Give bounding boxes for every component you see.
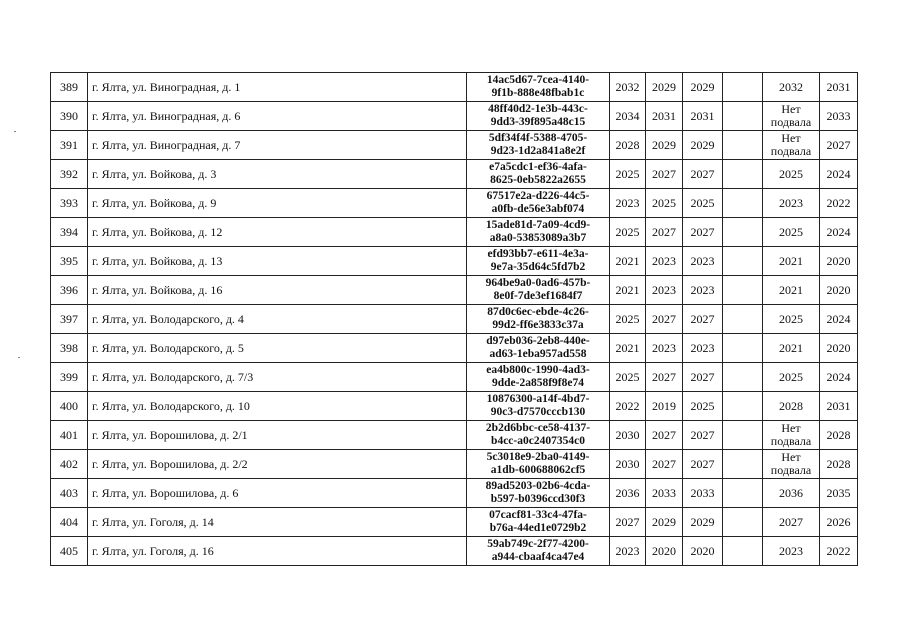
- empty-cell: [723, 247, 763, 276]
- building-address: г. Ялта, ул. Гоголя, д. 14: [88, 508, 467, 537]
- year-col-1: 2027: [610, 508, 646, 537]
- year-col-5: 2027: [820, 131, 858, 160]
- year-col-4: [763, 73, 820, 102]
- row-number: 394: [51, 218, 88, 247]
- row-number: 401: [51, 421, 88, 450]
- year-col-5: 2024: [820, 305, 858, 334]
- year-col-2: 2029: [646, 508, 683, 537]
- no-basement-line-1: Нет: [781, 102, 801, 116]
- building-guid: [467, 363, 610, 392]
- building-address: г. Ялта, ул. Ворошилова, д. 2/1: [88, 421, 467, 450]
- year-col-5: 2024: [820, 160, 858, 189]
- year-col-5: 2020: [820, 334, 858, 363]
- year-col-4: [763, 189, 820, 218]
- year-col-4-value: 2023: [779, 195, 803, 210]
- table-row: [51, 131, 858, 160]
- year-col-4-value: 2023: [779, 543, 803, 558]
- building-guid: [467, 305, 610, 334]
- row-number: 402: [51, 450, 88, 479]
- year-col-2: 2019: [646, 392, 683, 421]
- year-col-1: 2034: [610, 102, 646, 131]
- year-col-3: 2027: [683, 363, 723, 392]
- empty-cell: [723, 131, 763, 160]
- year-col-5: 2028: [820, 450, 858, 479]
- year-col-2: 2031: [646, 102, 683, 131]
- year-col-4-value: 2036: [779, 485, 803, 500]
- row-number: 389: [51, 73, 88, 102]
- year-col-5: 2026: [820, 508, 858, 537]
- year-col-2: 2027: [646, 421, 683, 450]
- no-basement-line-2: подвала: [770, 144, 812, 158]
- row-number: 400: [51, 392, 88, 421]
- building-address: г. Ялта, ул. Виноградная, д. 7: [88, 131, 467, 160]
- row-number: 396: [51, 276, 88, 305]
- guid-line-1: 07cacf81-33c4-47fa-: [489, 509, 587, 521]
- year-col-1: 2036: [610, 479, 646, 508]
- row-number: 397: [51, 305, 88, 334]
- building-guid: [467, 73, 610, 102]
- year-col-1: 2022: [610, 392, 646, 421]
- no-basement-line-1: Нет: [781, 450, 801, 464]
- year-col-2: 2033: [646, 479, 683, 508]
- year-col-4: [763, 479, 820, 508]
- table-row: [51, 392, 858, 421]
- empty-cell: [723, 334, 763, 363]
- empty-cell: [723, 73, 763, 102]
- row-number: 391: [51, 131, 88, 160]
- empty-cell: [723, 276, 763, 305]
- year-col-3: 2029: [683, 508, 723, 537]
- year-col-2: 2027: [646, 363, 683, 392]
- year-col-1: 2023: [610, 189, 646, 218]
- year-col-2: 2029: [646, 131, 683, 160]
- year-col-1: 2021: [610, 334, 646, 363]
- guid-line-1: 5df34f4f-5388-4705-: [488, 132, 588, 144]
- no-basement-line-2: подвала: [770, 115, 812, 129]
- year-col-3: 2033: [683, 479, 723, 508]
- building-address: г. Ялта, ул. Виноградная, д. 1: [88, 73, 467, 102]
- year-col-4-value: 2021: [779, 340, 803, 355]
- year-col-4-value: 2028: [779, 398, 803, 413]
- year-col-5: 2028: [820, 421, 858, 450]
- year-col-3: 2020: [683, 537, 723, 566]
- scan-speck: [18, 357, 20, 358]
- row-number: 393: [51, 189, 88, 218]
- building-address: г. Ялта, ул. Ворошилова, д. 2/2: [88, 450, 467, 479]
- year-col-4-value: 2021: [779, 282, 803, 297]
- empty-cell: [723, 508, 763, 537]
- guid-line-1: 5c3018e9-2ba0-4149-: [486, 451, 590, 463]
- year-col-4: [763, 450, 820, 479]
- building-address: г. Ялта, ул. Ворошилова, д. 6: [88, 479, 467, 508]
- document-page: [50, 72, 858, 566]
- empty-cell: [723, 160, 763, 189]
- building-address: г. Ялта, ул. Володарского, д. 5: [88, 334, 467, 363]
- building-guid: [467, 102, 610, 131]
- building-address: г. Ялта, ул. Володарского, д. 4: [88, 305, 467, 334]
- no-basement-line-2: подвала: [770, 463, 812, 477]
- guid-line-2: 9f1b-888e48fbab1c: [491, 87, 585, 99]
- guid-line-2: 99d2-ff6e3833c37a: [492, 319, 584, 331]
- year-col-5: 2024: [820, 218, 858, 247]
- guid-line-1: efd93bb7-e611-4e3a-: [487, 248, 589, 260]
- year-col-2: 2027: [646, 305, 683, 334]
- table-row: [51, 218, 858, 247]
- year-col-5: 2035: [820, 479, 858, 508]
- scan-speck: [14, 131, 16, 132]
- year-col-3: 2027: [683, 160, 723, 189]
- year-col-3: 2031: [683, 102, 723, 131]
- year-col-4: [763, 392, 820, 421]
- building-address: г. Ялта, ул. Войкова, д. 13: [88, 247, 467, 276]
- year-col-3: 2029: [683, 73, 723, 102]
- year-col-2: 2025: [646, 189, 683, 218]
- guid-line-2: a1db-600688062cf5: [490, 464, 586, 476]
- no-basement-line-1: Нет: [781, 131, 801, 145]
- year-col-4: [763, 334, 820, 363]
- year-col-4: [763, 276, 820, 305]
- year-col-4-value: 2025: [779, 224, 803, 239]
- year-col-5: 2020: [820, 247, 858, 276]
- year-col-5: 2031: [820, 73, 858, 102]
- year-col-3: 2027: [683, 218, 723, 247]
- guid-line-2: a944-cbaaf4ca47e4: [491, 551, 585, 563]
- building-guid: [467, 218, 610, 247]
- empty-cell: [723, 479, 763, 508]
- year-col-2: 2027: [646, 218, 683, 247]
- guid-line-2: b4cc-a0c2407354c0: [491, 435, 585, 447]
- year-col-4-value: 2032: [779, 79, 803, 94]
- guid-line-2: 9dd3-39f895a48c15: [490, 116, 586, 128]
- building-address: г. Ялта, ул. Володарского, д. 7/3: [88, 363, 467, 392]
- year-col-5: 2022: [820, 537, 858, 566]
- guid-line-2: a8a0-53853089a3b7: [489, 232, 587, 244]
- building-address: г. Ялта, ул. Войкова, д. 3: [88, 160, 467, 189]
- table-row: [51, 363, 858, 392]
- building-guid: [467, 247, 610, 276]
- year-col-3: 2025: [683, 392, 723, 421]
- year-col-1: 2021: [610, 276, 646, 305]
- guid-line-1: 67517e2a-d226-44c5-: [486, 190, 590, 202]
- year-col-4: [763, 218, 820, 247]
- row-number: 395: [51, 247, 88, 276]
- building-guid: [467, 508, 610, 537]
- empty-cell: [723, 305, 763, 334]
- empty-cell: [723, 392, 763, 421]
- row-number: 390: [51, 102, 88, 131]
- year-col-4-value: 2027: [779, 514, 803, 529]
- year-col-1: 2021: [610, 247, 646, 276]
- table-row: [51, 450, 858, 479]
- year-col-4-value: 2025: [779, 311, 803, 326]
- guid-line-1: e7a5cdc1-ef36-4afa-: [489, 161, 587, 173]
- year-col-1: 2025: [610, 363, 646, 392]
- table-row: [51, 305, 858, 334]
- year-col-4: [763, 537, 820, 566]
- guid-line-1: 15ade81d-7a09-4cd9-: [485, 219, 591, 231]
- year-col-1: 2025: [610, 160, 646, 189]
- year-col-4-value: 2025: [779, 369, 803, 384]
- building-address: г. Ялта, ул. Войкова, д. 12: [88, 218, 467, 247]
- guid-line-2: 9e7a-35d64c5fd7b2: [490, 261, 586, 273]
- year-col-4-value: 2021: [779, 253, 803, 268]
- year-col-5: 2024: [820, 363, 858, 392]
- year-col-1: 2032: [610, 73, 646, 102]
- year-col-1: 2023: [610, 537, 646, 566]
- year-col-1: 2030: [610, 421, 646, 450]
- table-row: [51, 421, 858, 450]
- year-col-1: 2025: [610, 218, 646, 247]
- empty-cell: [723, 450, 763, 479]
- building-guid: [467, 392, 610, 421]
- building-guid: [467, 450, 610, 479]
- year-col-5: 2031: [820, 392, 858, 421]
- guid-line-2: 9dde-2a858f9f8e74: [492, 377, 584, 389]
- year-col-4-value: 2025: [779, 166, 803, 181]
- table-body: [51, 73, 858, 566]
- guid-line-1: 10876300-a14f-4bd7-: [486, 393, 590, 405]
- guid-line-1: 87d0c6ec-ebde-4c26-: [487, 306, 589, 318]
- building-guid: [467, 160, 610, 189]
- year-col-2: 2023: [646, 334, 683, 363]
- no-basement-line-2: подвала: [770, 434, 812, 448]
- guid-line-1: d97eb036-2eb8-440e-: [486, 335, 590, 347]
- table-row: [51, 537, 858, 566]
- guid-line-1: 964be9a0-0ad6-457b-: [485, 277, 591, 289]
- guid-line-1: 14ac5d67-7cea-4140-: [486, 74, 590, 86]
- year-col-3: 2023: [683, 334, 723, 363]
- year-col-4: [763, 247, 820, 276]
- table-row: [51, 160, 858, 189]
- year-col-1: 2025: [610, 305, 646, 334]
- table-row: [51, 189, 858, 218]
- year-col-4: [763, 160, 820, 189]
- year-col-3: 2023: [683, 247, 723, 276]
- building-guid: [467, 276, 610, 305]
- year-col-3: 2029: [683, 131, 723, 160]
- guid-line-2: 9d23-1d2a841a8e2f: [490, 145, 586, 157]
- table-row: [51, 73, 858, 102]
- building-address: г. Ялта, ул. Войкова, д. 16: [88, 276, 467, 305]
- guid-line-1: 48ff40d2-1e3b-443c-: [488, 103, 588, 115]
- year-col-1: 2030: [610, 450, 646, 479]
- table-row: [51, 479, 858, 508]
- year-col-3: 2027: [683, 421, 723, 450]
- row-number: 398: [51, 334, 88, 363]
- housing-schedule-table: [50, 72, 858, 566]
- table-row: [51, 508, 858, 537]
- guid-line-2: a0fb-de56e3abf074: [491, 203, 585, 215]
- year-col-4: [763, 508, 820, 537]
- year-col-5: 2022: [820, 189, 858, 218]
- year-col-4: [763, 363, 820, 392]
- table-row: [51, 247, 858, 276]
- table-row: [51, 276, 858, 305]
- year-col-4: [763, 131, 820, 160]
- year-col-5: 2020: [820, 276, 858, 305]
- empty-cell: [723, 218, 763, 247]
- building-address: г. Ялта, ул. Гоголя, д. 16: [88, 537, 467, 566]
- guid-line-1: 2b2d6bbc-ce58-4137-: [485, 422, 591, 434]
- guid-line-1: 89ad5203-02b6-4cda-: [485, 480, 591, 492]
- guid-line-2: b76a-44ed1e0729b2: [489, 522, 587, 534]
- guid-line-2: 90c3-d7570cccb130: [490, 406, 586, 418]
- table-row: [51, 102, 858, 131]
- row-number: 392: [51, 160, 88, 189]
- year-col-1: 2028: [610, 131, 646, 160]
- row-number: 399: [51, 363, 88, 392]
- guid-line-2: ad63-1eba957ad558: [489, 348, 587, 360]
- row-number: 403: [51, 479, 88, 508]
- year-col-2: 2023: [646, 247, 683, 276]
- building-address: г. Ялта, ул. Виноградная, д. 6: [88, 102, 467, 131]
- empty-cell: [723, 189, 763, 218]
- guid-line-2: 8625-0eb5822a2655: [490, 174, 586, 186]
- year-col-4: [763, 421, 820, 450]
- empty-cell: [723, 363, 763, 392]
- year-col-2: 2023: [646, 276, 683, 305]
- building-guid: [467, 334, 610, 363]
- row-number: 405: [51, 537, 88, 566]
- guid-line-2: b597-b0396ccd30f3: [490, 493, 586, 505]
- year-col-4: [763, 305, 820, 334]
- empty-cell: [723, 102, 763, 131]
- year-col-2: 2029: [646, 73, 683, 102]
- table-row: [51, 334, 858, 363]
- row-number: 404: [51, 508, 88, 537]
- year-col-3: 2023: [683, 276, 723, 305]
- building-address: г. Ялта, ул. Володарского, д. 10: [88, 392, 467, 421]
- guid-line-1: ea4b800c-1990-4ad3-: [486, 364, 590, 376]
- year-col-3: 2027: [683, 450, 723, 479]
- building-guid: [467, 131, 610, 160]
- empty-cell: [723, 421, 763, 450]
- no-basement-line-1: Нет: [781, 421, 801, 435]
- building-guid: [467, 479, 610, 508]
- year-col-2: 2027: [646, 450, 683, 479]
- year-col-2: 2027: [646, 160, 683, 189]
- year-col-5: 2033: [820, 102, 858, 131]
- guid-line-2: 8e0f-7de3ef1684f7: [493, 290, 583, 302]
- year-col-3: 2027: [683, 305, 723, 334]
- year-col-4: [763, 102, 820, 131]
- building-guid: [467, 189, 610, 218]
- building-address: г. Ялта, ул. Войкова, д. 9: [88, 189, 467, 218]
- empty-cell: [723, 537, 763, 566]
- guid-line-1: 59ab749c-2f77-4200-: [487, 538, 589, 550]
- building-guid: [467, 421, 610, 450]
- building-guid: [467, 537, 610, 566]
- year-col-3: 2025: [683, 189, 723, 218]
- year-col-2: 2020: [646, 537, 683, 566]
